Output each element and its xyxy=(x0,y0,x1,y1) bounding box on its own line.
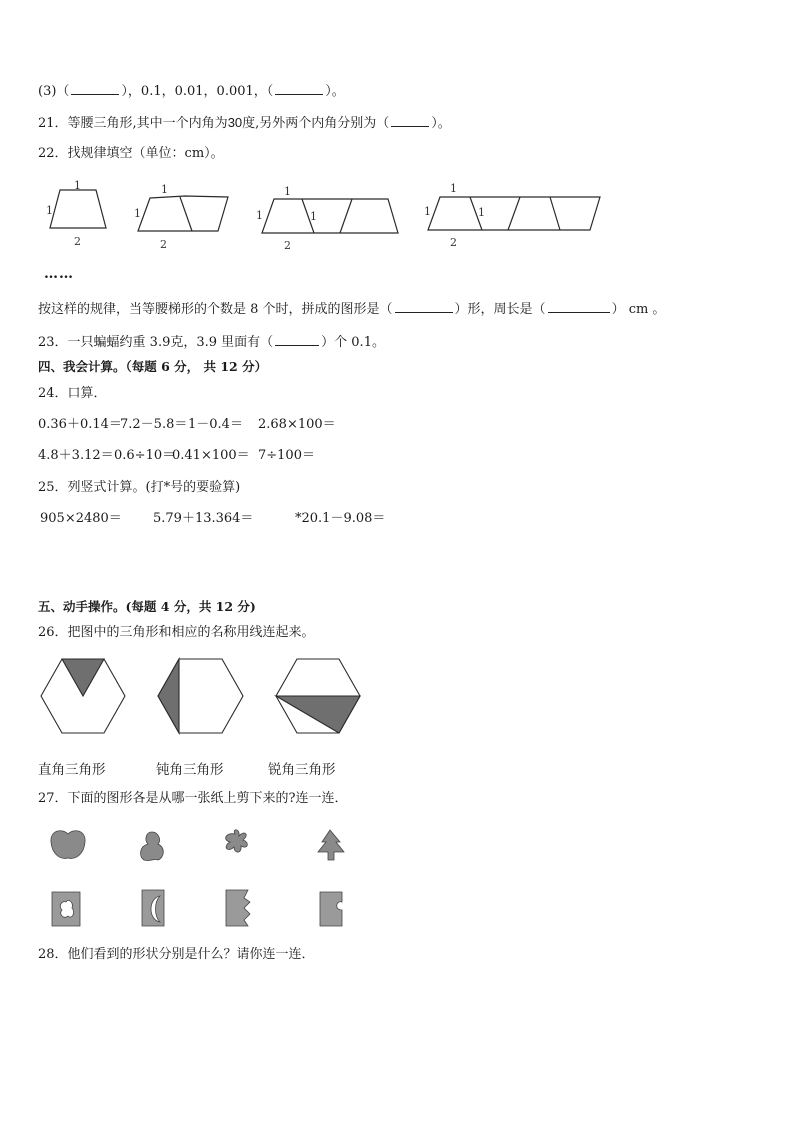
q23-text-b: ）个 0.1。 xyxy=(321,335,385,350)
answer-blank[interactable] xyxy=(275,333,319,346)
q22-text-c: ） cm 。 xyxy=(611,302,666,317)
apple-shape xyxy=(51,831,85,859)
shaded-triangle-2 xyxy=(158,659,179,733)
q23-text-a: 23．一只蝙蝠约重 3.9克，3.9 里面有（ xyxy=(38,335,274,350)
side-label: 1 xyxy=(46,204,53,217)
q20-suffix: ）。 xyxy=(325,84,345,99)
question-24-title: 24．口算． xyxy=(38,386,107,401)
side-label: 1 xyxy=(74,179,81,192)
side-label: 1 xyxy=(161,183,168,196)
q21-text-b: 度,另外两个内角分别为（ xyxy=(242,116,390,131)
trapezoid-1 xyxy=(50,190,106,228)
q22-text-a: 按这样的规律，当等腰梯形的个数是 8 个时，拼成的图形是（ xyxy=(38,302,393,317)
calc-item: 5.79＋13.364＝ xyxy=(153,511,254,526)
calc-item: 7÷100＝ xyxy=(258,448,315,463)
question-25-title: 25．列竖式计算。(打*号的要验算) xyxy=(38,480,241,495)
side-label: 2 xyxy=(74,235,81,248)
side-label: 1 xyxy=(450,182,457,195)
side-label: 2 xyxy=(450,236,457,249)
tree-shape xyxy=(318,830,344,860)
section-5-heading: 五、动手操作。(每题 4 分，共 12 分) xyxy=(38,599,256,614)
side-label: 2 xyxy=(284,239,291,252)
paper-sheet-1 xyxy=(52,892,80,926)
q21-text: 21．等腰三角形,其中一个内角为 xyxy=(38,116,228,131)
calc-item: 4.8＋3.12＝ xyxy=(38,448,114,463)
vertical-calc-row xyxy=(40,510,385,528)
calc-item: 1－0.4＝ xyxy=(188,417,243,432)
side-label: 1 xyxy=(310,210,317,223)
parallelogram-2 xyxy=(138,196,228,231)
calc-item: 905×2480＝ xyxy=(40,511,122,526)
side-label: 1 xyxy=(256,209,263,222)
calc-item: 7.2－5.8＝ xyxy=(120,417,188,432)
question-27-title: 27．下面的图形各是从哪一张纸上剪下来的?连一连． xyxy=(38,791,348,806)
answer-blank[interactable] xyxy=(71,82,119,95)
calc-item: *20.1－9.08＝ xyxy=(295,511,386,526)
section-4-heading: 四、我会计算。（每题 6 分， 共 12 分） xyxy=(38,359,268,374)
q21-suffix: ）。 xyxy=(431,116,451,131)
q21-angle: 30 xyxy=(227,115,243,130)
q20-prefix: (3)（ xyxy=(38,84,70,99)
triangle-name-acute: 锐角三角形 xyxy=(268,762,336,778)
side-label: 1 xyxy=(424,205,431,218)
answer-blank[interactable] xyxy=(275,82,323,95)
q20-sequence: ），0.1，0.01，0.001，（ xyxy=(121,84,274,99)
calc-item: 0.41×100＝ xyxy=(172,448,250,463)
question-20-line xyxy=(38,82,345,101)
paper-sheet-2 xyxy=(142,890,164,926)
question-21-line xyxy=(38,114,451,133)
answer-blank[interactable] xyxy=(548,300,610,313)
side-label: 1 xyxy=(478,206,485,219)
answer-blank[interactable] xyxy=(395,300,453,313)
cutout-shapes-row xyxy=(40,826,360,866)
triangle-name-obtuse: 钝角三角形 xyxy=(156,762,224,778)
side-label: 2 xyxy=(160,238,167,251)
oral-calc-row-1 xyxy=(38,416,336,434)
continuation-dots: …… xyxy=(44,266,74,282)
question-22-title: 22．找规律填空（单位：cm）。 xyxy=(38,146,224,161)
triangle-name-right: 直角三角形 xyxy=(38,762,106,778)
question-28-title: 28．他们看到的形状分别是什么？请你连一连． xyxy=(38,947,315,962)
calc-item: 2.68×100＝ xyxy=(258,417,336,432)
flower-shape xyxy=(226,830,248,852)
paper-sheet-3 xyxy=(226,890,250,926)
calc-item: 0.36＋0.14＝ xyxy=(38,417,122,432)
gourd-shape xyxy=(141,832,164,861)
calc-item: 0.6÷10＝ xyxy=(114,448,176,463)
answer-blank[interactable] xyxy=(391,114,429,127)
question-22-sentence xyxy=(38,300,665,319)
question-23-line xyxy=(38,333,385,352)
paper-sheets-row xyxy=(40,886,360,932)
side-label: 1 xyxy=(134,207,141,220)
oral-calc-row-2 xyxy=(38,447,315,465)
trapezoid-pattern-figure xyxy=(30,178,620,253)
question-26-title: 26．把图中的三角形和相应的名称用线连起来。 xyxy=(38,625,315,640)
paper-sheet-4 xyxy=(320,892,342,926)
side-label: 1 xyxy=(284,185,291,198)
trapezoid-3 xyxy=(262,199,398,233)
hexagon-triangles-figure xyxy=(36,656,366,738)
q22-text-b: ）形，周长是（ xyxy=(454,302,546,317)
